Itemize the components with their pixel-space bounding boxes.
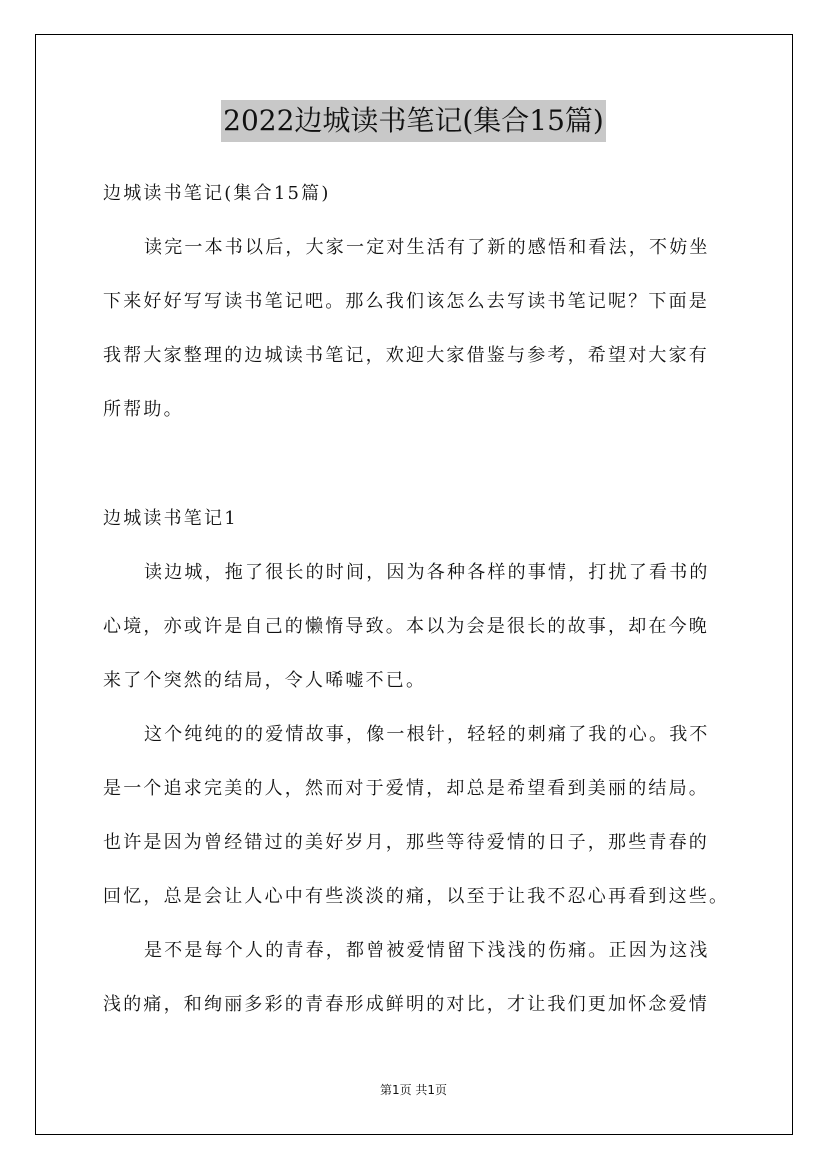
intro-line: 所帮助。 [103, 399, 184, 420]
document-title: 2022边城读书笔记(集合15篇) [221, 100, 606, 142]
paragraph-line: 这个纯纯的的爱情故事，像一根针，轻轻的刺痛了我的心。我不 [144, 724, 710, 745]
title-container [0, 100, 827, 142]
paragraph-line: 是不是每个人的青春，都曾被爱情留下浅浅的伤痛。正因为这浅 [144, 940, 710, 961]
intro-line: 我帮大家整理的边城读书笔记，欢迎大家借鉴与参考，希望对大家有 [103, 345, 709, 366]
paragraph-line: 读边城，拖了很长的时间，因为各种各样的事情，打扰了看书的 [144, 562, 710, 583]
paragraph-line: 心境，亦或许是自己的懒惰导致。本以为会是很长的故事，却在今晚 [103, 616, 709, 637]
paragraph-line: 也许是因为曾经错过的美好岁月，那些等待爱情的日子，那些青春的 [103, 832, 709, 853]
paragraph-line: 是一个追求完美的人，然而对于爱情，却总是希望看到美丽的结局。 [103, 778, 709, 799]
paragraph-line: 浅的痛，和绚丽多彩的青春形成鲜明的对比，才让我们更加怀念爱情 [103, 994, 709, 1015]
intro-line: 下来好好写写读书笔记吧。那么我们该怎么去写读书笔记呢？下面是 [103, 291, 709, 312]
intro-line: 读完一本书以后，大家一定对生活有了新的感悟和看法，不妨坐 [144, 237, 710, 258]
paragraph-line: 来了个突然的结局，令人唏嘘不已。 [103, 670, 427, 691]
section-heading: 边城读书笔记1 [103, 508, 238, 529]
page-footer: 第1页 共1页 [379, 1083, 448, 1097]
document-subtitle: 边城读书笔记(集合15篇) [103, 183, 331, 204]
paragraph-line: 回忆，总是会让人心中有些淡淡的痛，以至于让我不忍心再看到这些。 [103, 886, 730, 907]
